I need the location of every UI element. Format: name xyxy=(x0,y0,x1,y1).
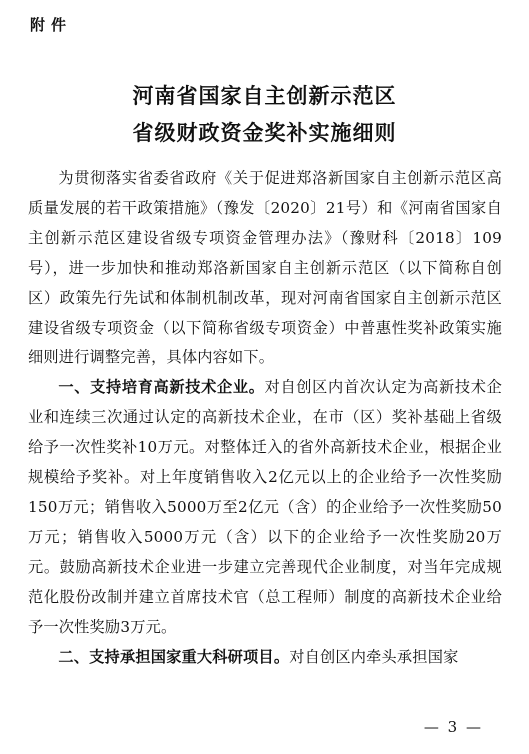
document-title-line-1: 河南省国家自主创新示范区 xyxy=(132,84,397,108)
paragraph-section-1 xyxy=(28,373,502,642)
page-number: — 3 — xyxy=(423,718,483,736)
paragraph-lead: 一、支持培育高新技术企业。 xyxy=(58,378,265,397)
paragraph-lead: 二、支持承担国家重大科研项目。 xyxy=(58,647,290,666)
paragraph-section-2 xyxy=(28,643,502,673)
paragraph-text: 对自创区内牵头承担国家 xyxy=(289,647,459,666)
document-body xyxy=(28,164,502,672)
paragraph-text: 对自创区内首次认定为高新技术企业和连续三次通过认定的高新技术企业，在市（区）奖补基础上省级给予一次性奖补10万元。对整体迁入的省外高新技术企业，根据企业规模给予奖补。对上年度销售收入2亿元以上的企业给予一次性奖励150万元；销售收入5000万至2亿元（含）的企业给予一次性奖励50万元；销售收入5000万元（含）以下的企业给予一次性奖励20万元。鼓励高新技术企业进一步建立完善现代企业制度，对当年完成规范化股份改制并建立首席技术官（总工程师）制度的高新技术企业给予一次性奖励3万元。 xyxy=(28,378,503,636)
document-title-line-2: 省级财政资金奖补实施细则 xyxy=(132,121,397,145)
paragraph-intro xyxy=(28,164,502,373)
attachment-label: 附件 xyxy=(30,16,73,34)
paragraph-text: 为贯彻落实省委省政府《关于促进郑洛新国家自主创新示范区高质量发展的若干政策措施》（豫发〔2020〕21号）和《河南省国家自主创新示范区建设省级专项资金管理办法》（豫财科〔2018〕109号），进一步加快和推动郑洛新国家自主创新示范区（以下简称自创区）政策先行先试和体制机制改革，现对河南省国家自主创新示范区建设省级专项资金（以下简称省级专项资金）中普惠性奖补政策实施细则进行调整完善，具体内容如下。 xyxy=(28,169,502,367)
